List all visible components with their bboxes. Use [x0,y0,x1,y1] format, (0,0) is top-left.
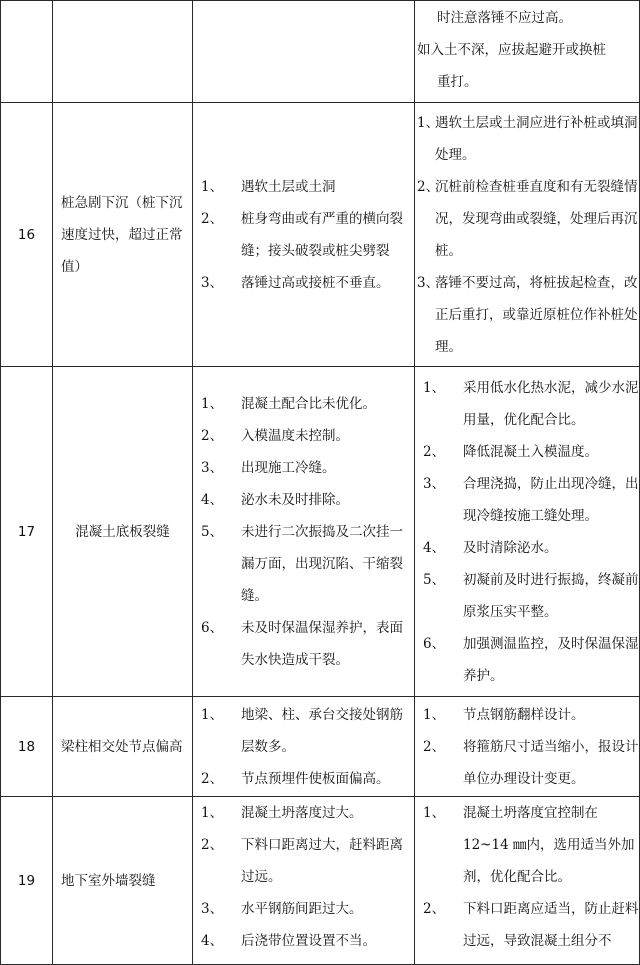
measure-item: 2、 沉桩前检查桩垂直度和有无裂缝情况，发现弯曲或裂缝，处理后再沉桩。 [417,178,638,259]
measure-item: 2、 下料口距离应适当，防止赶料过远，导致混凝土组分不 [423,901,639,949]
cause-cell [193,103,415,367]
measure-cell [415,1,640,103]
measure-cell [415,797,640,965]
issue-cell [53,1,193,103]
measure-item: 1、 采用低水化热水泥，减少水泥用量，优化配合比。 [423,379,639,428]
table-row-continuation [1,1,640,103]
measure-cell [415,103,640,367]
table-row-16 [1,103,640,367]
cause-item: 3、 落锤过高或接桩不垂直。 [201,274,390,291]
issue-cell: 地下室外墙裂缝 [53,797,193,965]
cause-item: 1、 地梁、柱、承台交接处钢筋层数多。 [201,706,403,755]
cause-item: 4、 后浇带位置设置不当。 [201,933,376,949]
measure-item: 4、 及时清除泌水。 [423,539,558,556]
measure-cell [415,697,640,797]
row-number-cell: 18 [1,697,53,797]
measure-item: 5、 初凝前及时进行振捣，终凝前原浆压实平整。 [423,571,639,620]
cause-item: 4、 泌水未及时排除。 [201,491,349,508]
measure-item: 1、 遇软土层或土洞应进行补桩或填洞处理。 [417,114,638,163]
measure-item: 6、 加强测温监控，及时保温保湿养护。 [423,635,639,684]
cause-item: 2、 下料口距离过大，赶料距离过远。 [201,837,403,885]
row-number-cell: 16 [1,103,53,367]
measure-item: 2、 将箍筋尺寸适当缩小，报设计单位办理设计变更。 [423,738,639,787]
measure-line: 如入土不深，应拔起避开或换桩 [417,42,606,58]
cause-item: 2、 入模温度未控制。 [201,427,349,444]
cause-item: 5、 未进行二次振捣及二次挂一漏万面，出现沉陷、干缩裂缝。 [201,523,403,604]
cause-item: 2、 桩身弯曲或有严重的横向裂缝；接头破裂或桩尖劈裂 [201,210,403,259]
cause-cell [193,1,415,103]
cause-item: 1、 混凝土坍落度过大。 [201,805,363,821]
cause-item: 1、 遇软土层或土洞 [201,178,336,195]
row-number-cell [1,1,53,103]
cause-item: 3、 水平钢筋间距过大。 [201,901,363,917]
table-row-18 [1,697,640,797]
table-row-19 [1,797,640,965]
cause-cell [193,797,415,965]
measure-item: 3、 合理浇捣，防止出现冷缝，出现冷缝按施工缝处理。 [423,475,639,524]
cause-item: 3、 出现施工冷缝。 [201,459,336,476]
cause-item: 2、 节点预埋件使板面偏高。 [201,770,390,787]
cause-item: 6、 未及时保温保湿养护，表面失水快造成干裂。 [201,619,403,668]
measure-item: 1、 节点钢筋翻样设计。 [423,706,585,723]
cause-cell [193,697,415,797]
row-number-cell: 17 [1,367,53,697]
issue-cell: 梁柱相交处节点偏高 [53,697,193,797]
measure-cell [415,367,640,697]
cause-cell [193,367,415,697]
measure-item: 1、 混凝土坍落度宜控制在12~14 ㎜内，选用适当外加剂，优化配合比。 [423,805,635,885]
measure-line: 重打。 [437,74,478,90]
issue-cell: 混凝土底板裂缝 [53,367,193,697]
measure-item: 2、 降低混凝土入模温度。 [423,443,598,460]
measure-line: 时注意落锤不应过高。 [437,10,572,26]
cause-item: 1、 混凝土配合比未优化。 [201,395,376,412]
issue-cell: 桩急剧下沉（桩下沉速度过快，超过正常值） [53,103,193,367]
row-number-cell: 19 [1,797,53,965]
table-row-17 [1,367,640,697]
measure-item: 3、 落锤不要过高，将桩拔起检查，改正后重打，或靠近原桩位作补桩处理。 [417,274,638,355]
